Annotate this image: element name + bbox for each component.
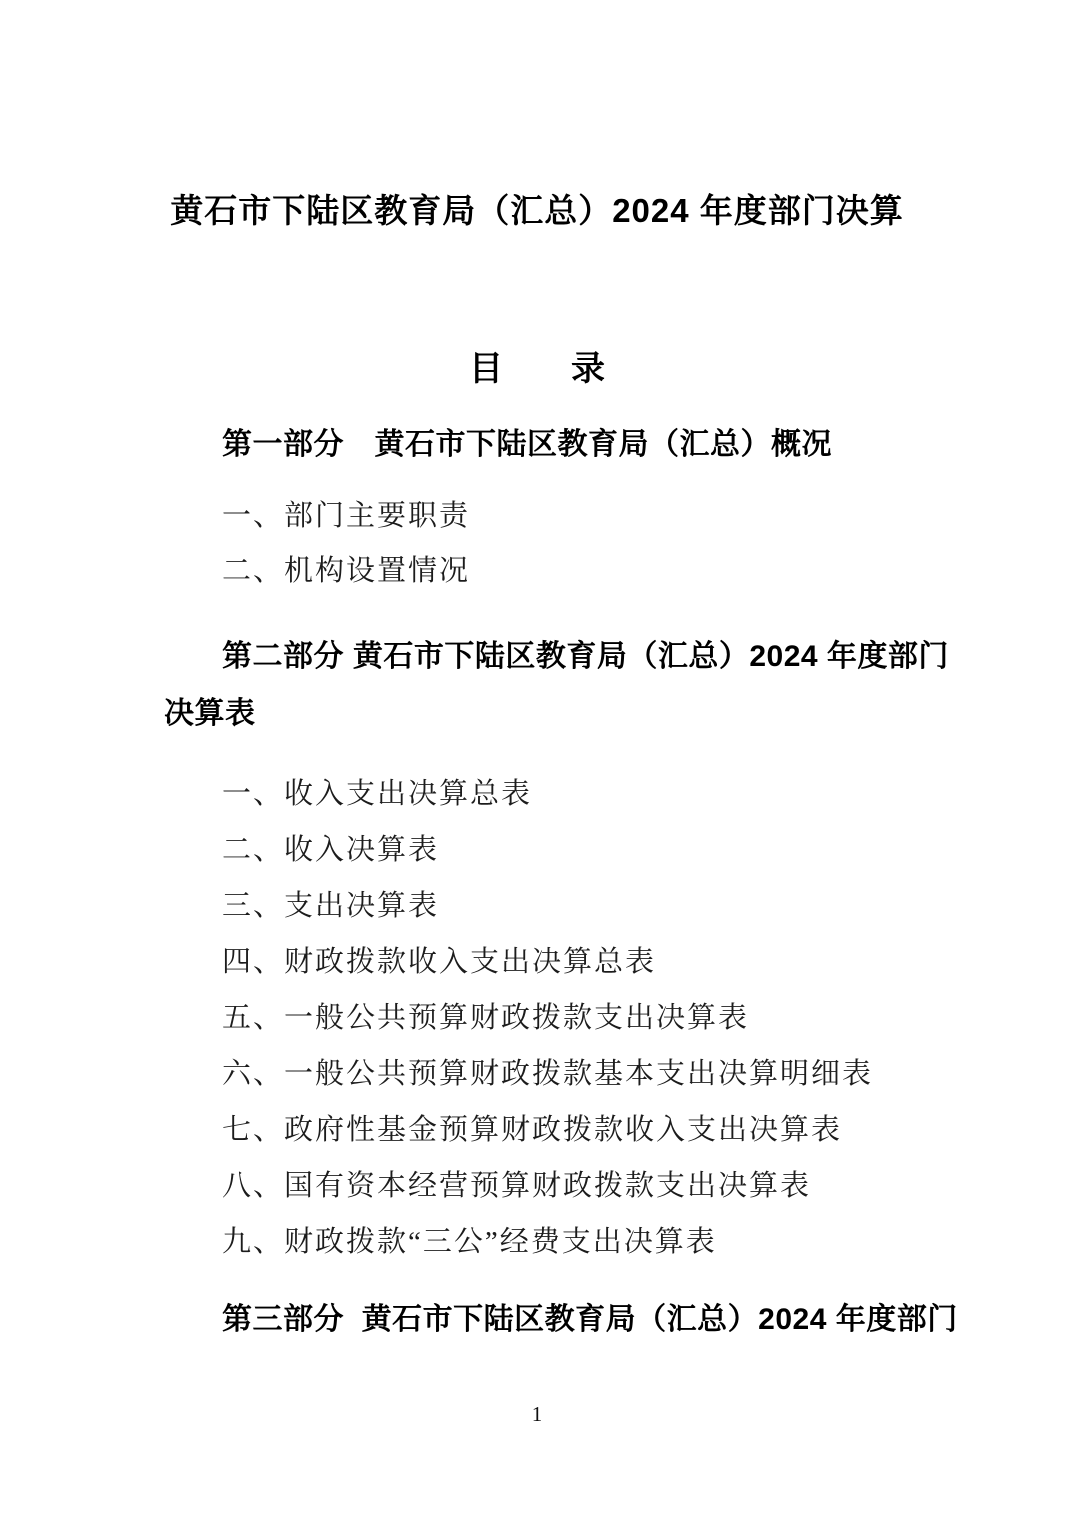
toc-item-fiscal-appropriation-summary: 四、财政拨款收入支出决算总表 [222,946,657,978]
toc-item-general-public-budget-expenditure: 五、一般公共预算财政拨款支出决算表 [222,1002,750,1034]
toc-item-three-public-expenses: 九、财政拨款“三公”经费支出决算表 [222,1226,717,1258]
toc-item-expenditure-statement: 三、支出决算表 [222,890,440,922]
toc-item-income-expenditure-summary: 一、收入支出决算总表 [222,778,533,810]
toc-item-state-capital-budget: 八、国有资本经营预算财政拨款支出决算表 [222,1170,812,1202]
section-3-heading: 第三部分 黄石市下陆区教育局（汇总）2024 年度部门 [222,1303,958,1336]
toc-item-duties: 一、部门主要职责 [222,500,471,532]
toc-item-organization: 二、机构设置情况 [222,555,471,587]
document-title: 黄石市下陆区教育局（汇总）2024 年度部门决算 [170,192,904,229]
section-2-heading-line-1: 第二部分 黄石市下陆区教育局（汇总）2024 年度部门 [222,640,949,673]
toc-item-basic-expenditure-detail: 六、一般公共预算财政拨款基本支出决算明细表 [222,1058,874,1090]
toc-heading: 目 录 [469,350,605,388]
section-2-heading-line-2: 决算表 [164,697,256,730]
page-number: 1 [531,1402,543,1426]
toc-item-income-statement: 二、收入决算表 [222,834,440,866]
toc-item-government-fund-budget: 七、政府性基金预算财政拨款收入支出决算表 [222,1114,843,1146]
section-1-heading: 第一部分 黄石市下陆区教育局（汇总）概况 [222,428,832,461]
